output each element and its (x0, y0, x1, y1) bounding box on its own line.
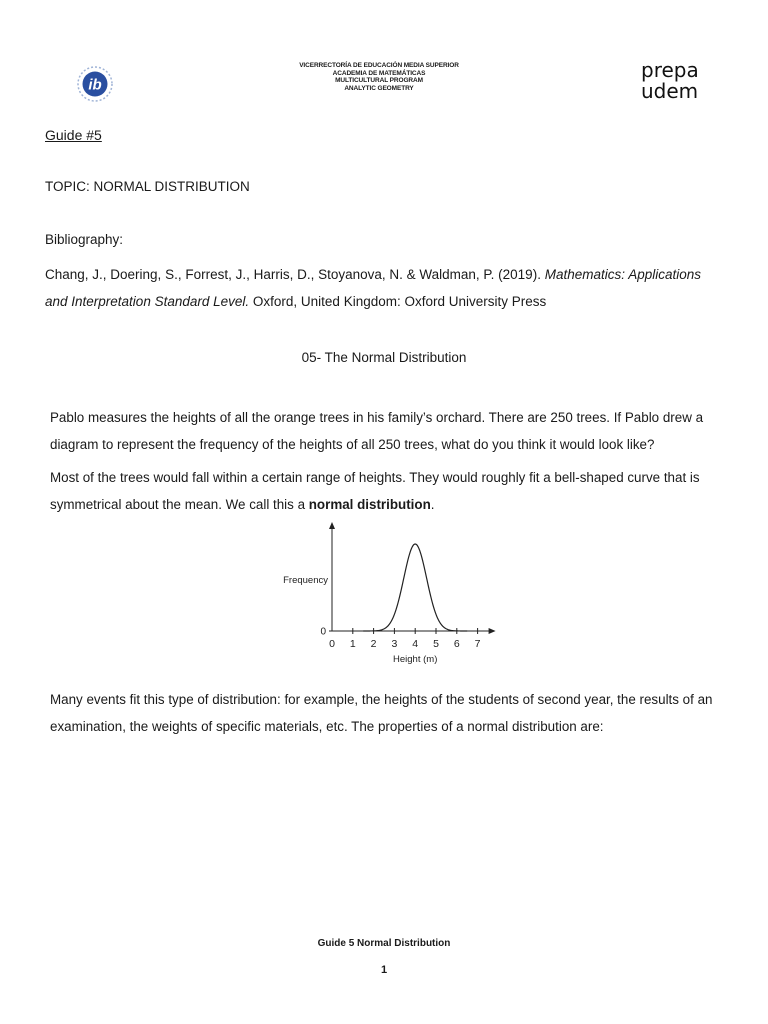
x-tick-label-6: 6 (453, 638, 460, 650)
page-number: 1 (380, 964, 388, 976)
para2-text: Most of the trees would fall within a certain range of heights. They would roughly fit a bell-shaped curve that is symmetrical about the mean. We call this a (50, 470, 700, 512)
bib-publisher: Oxford, United Kingdom: Oxford University Press (249, 294, 547, 309)
page-footer: Guide 5 Normal Distribution (317, 938, 451, 949)
header-line-2: ACADEMIA DE MATEMÁTICAS (332, 69, 426, 77)
y-axis-label: Frequency (283, 575, 328, 586)
normal-distribution-term: normal distribution (308, 497, 431, 512)
x-tick-label-0: 0 (329, 638, 335, 650)
prepa-udem-logo (641, 60, 699, 102)
y-axis-arrow (329, 522, 335, 529)
section-title: 05- The Normal Distribution (301, 350, 467, 365)
header-line-4: ANALYTIC GEOMETRY (344, 84, 414, 92)
svg-text:ib: ib (88, 76, 102, 94)
bib-authors: Chang, J., Doering, S., Forrest, J., Harris, D., Stoyanova, N. & Waldman, P. (2019). (45, 267, 545, 282)
normal-distribution-chart (276, 520, 506, 675)
ib-logo-icon (76, 65, 114, 103)
x-tick-label-2: 2 (370, 638, 377, 650)
brand-line-2: udem (641, 79, 699, 103)
topic-line: TOPIC: NORMAL DISTRIBUTION (45, 179, 250, 194)
x-tick-label-4: 4 (412, 638, 419, 650)
bib-book-title: Mathematics: Applications and Interpretation Standard Level. (45, 267, 702, 309)
paragraph-bell-curve (50, 464, 730, 518)
x-tick-label-1: 1 (349, 638, 356, 650)
x-axis-label: Height (m) (393, 654, 438, 665)
x-tick-label-3: 3 (391, 638, 398, 650)
header-line-1: VICERRECTORÍA DE EDUCACIÓN MEDIA SUPERIOR (299, 62, 459, 69)
y-tick-label-0: 0 (320, 626, 326, 638)
guide-title: Guide #5 (45, 127, 102, 143)
normal-curve-line (363, 544, 467, 631)
institution-header (250, 62, 508, 92)
bibliography-label: Bibliography: (45, 232, 124, 247)
para2-end: . (430, 497, 435, 512)
paragraph-intro: Pablo measures the heights of all the orange trees in his family’s orchard. There are 250 trees. If Pablo drew a diagram to represent the frequency of the heights of all 250 trees, what do you think it would look like? (50, 410, 704, 452)
brand-line-1: prepa (641, 58, 699, 82)
x-tick-label-7: 7 (474, 638, 481, 650)
header-line-3: MULTICULTURAL PROGRAM (335, 77, 423, 84)
x-axis-arrow (489, 628, 496, 634)
x-tick-label-5: 5 (433, 638, 439, 650)
paragraph-examples: Many events fit this type of distribution: for example, the heights of the students of second year, the results of an examination, the weights of specific materials, etc. The properties of a normal distribution are: (50, 692, 713, 734)
bibliography-entry (45, 261, 725, 315)
chart-svg (276, 520, 506, 670)
